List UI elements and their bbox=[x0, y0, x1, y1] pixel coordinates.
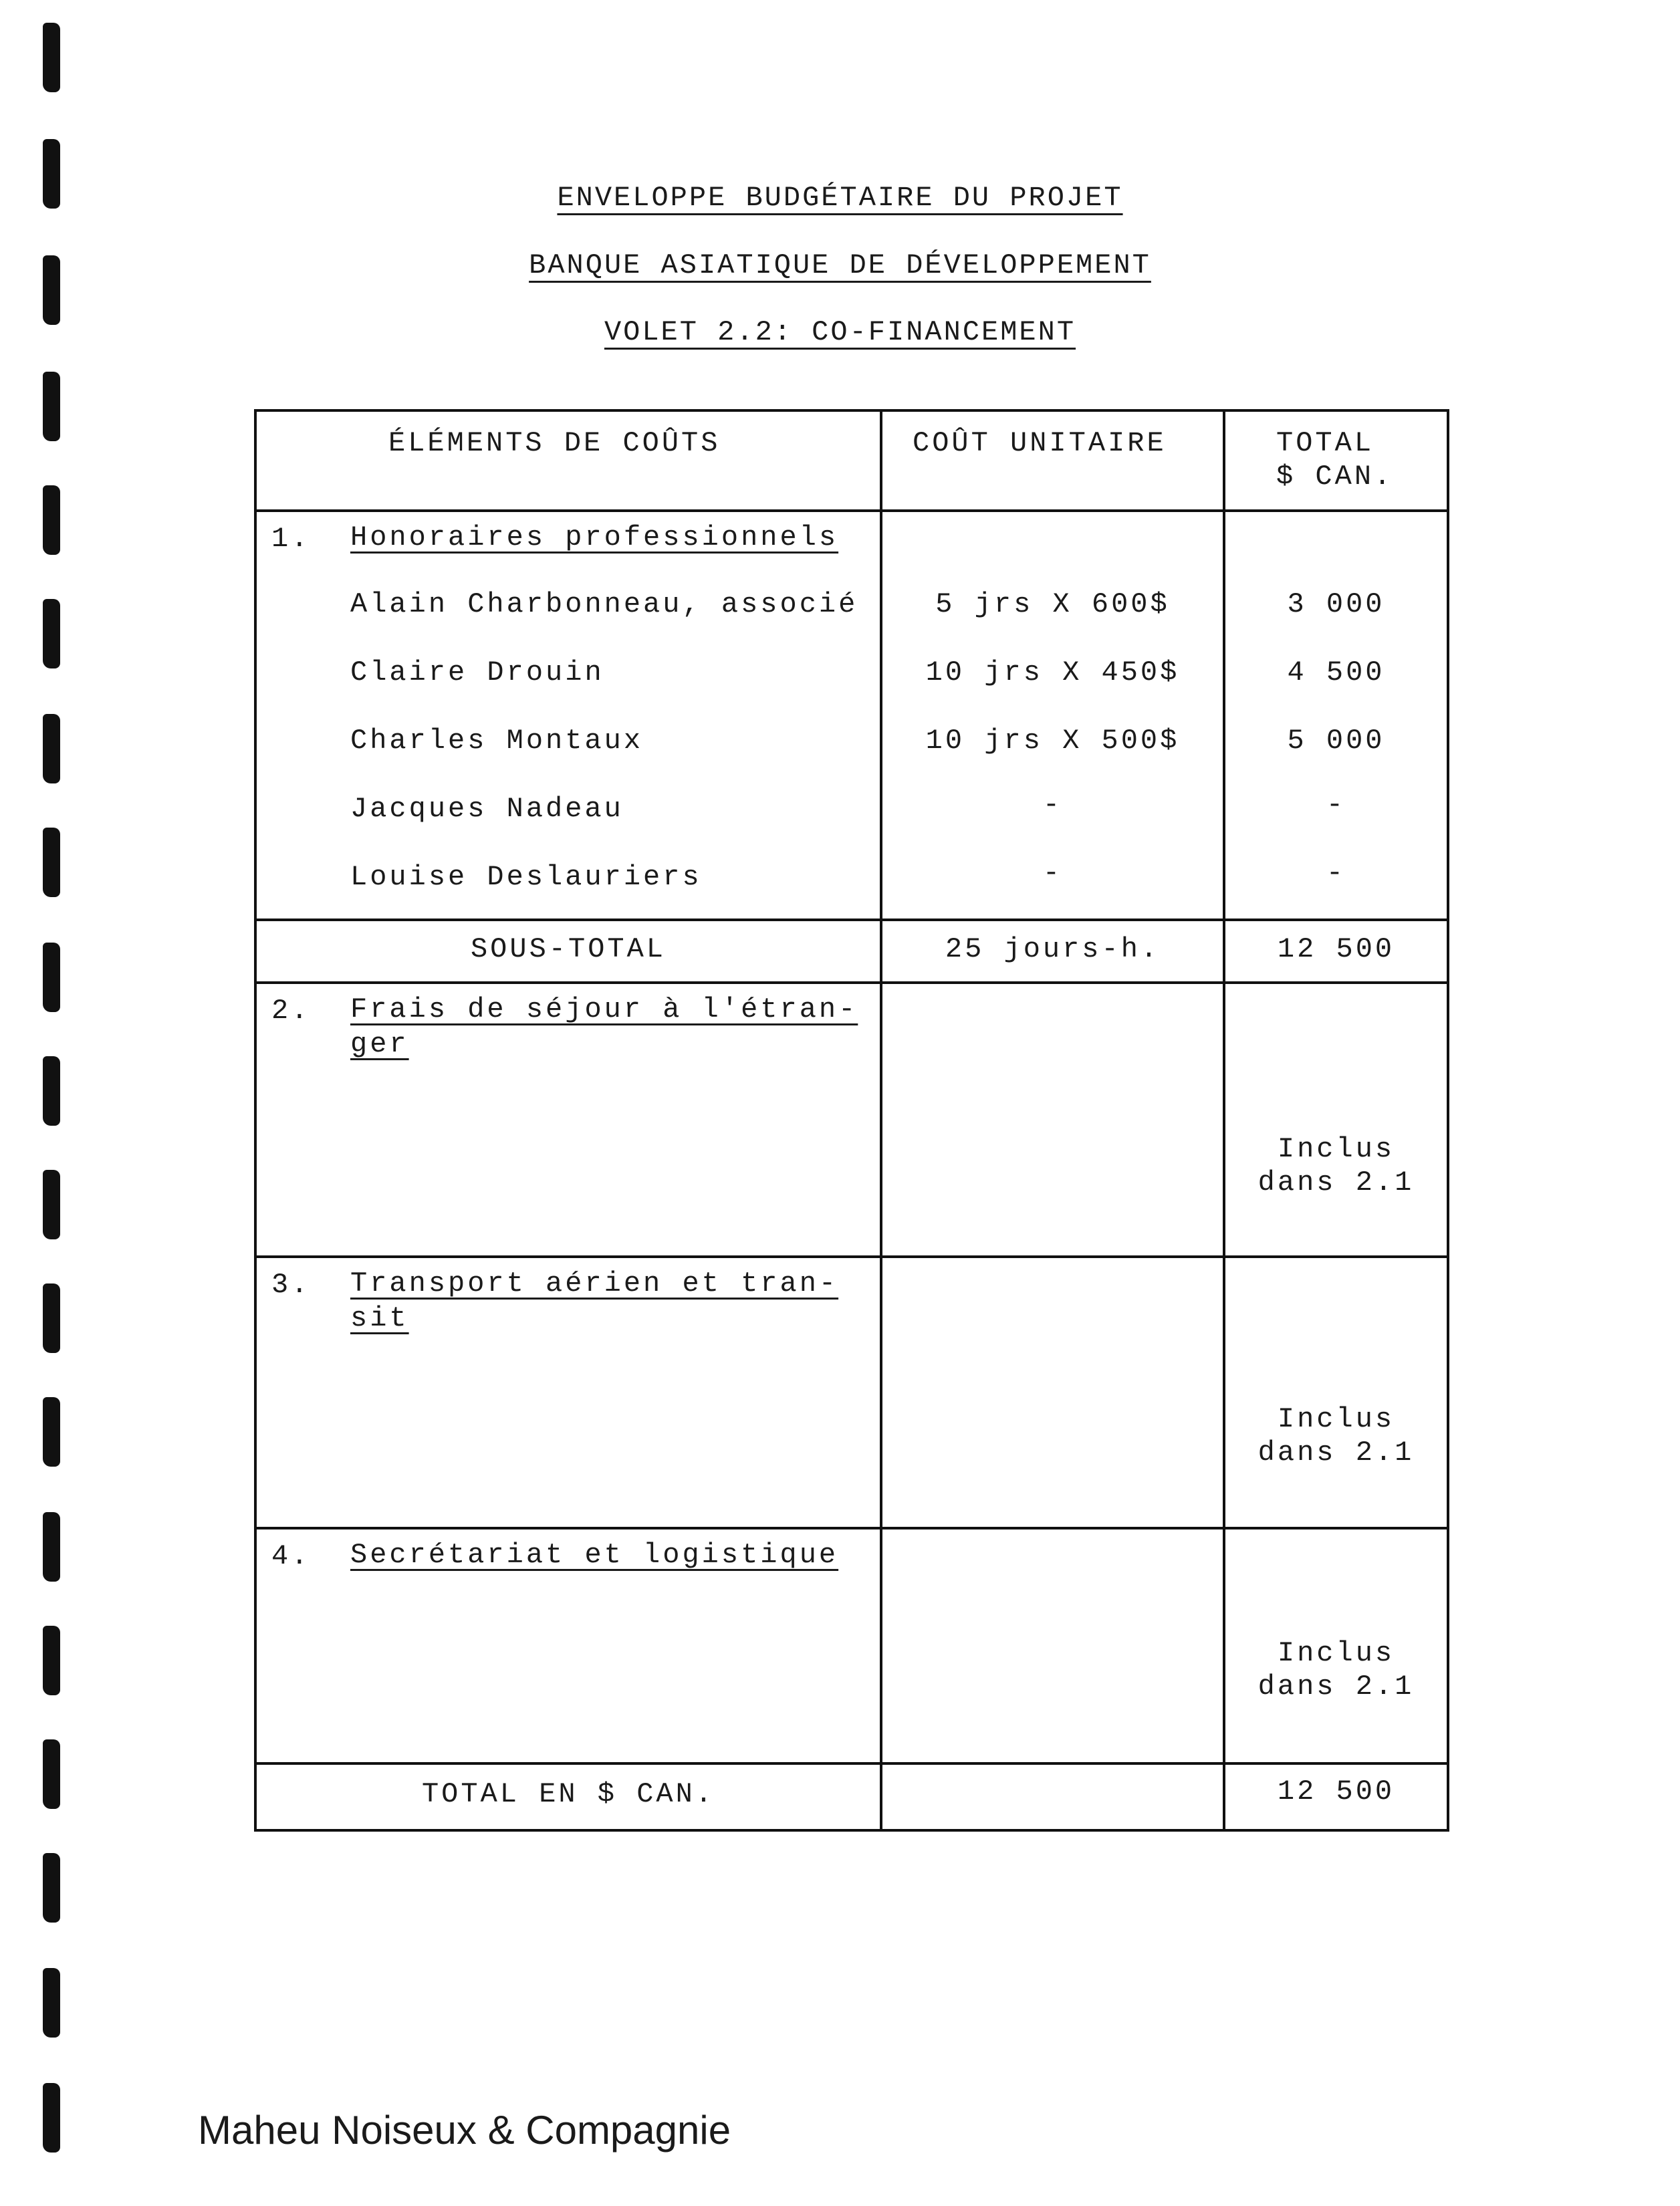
line-item-unit-cost: - bbox=[1042, 789, 1063, 821]
document-section-title: VOLET 2.2: CO-FINANCEMENT bbox=[604, 316, 1076, 348]
punch-hole bbox=[43, 2083, 60, 2153]
punch-hole bbox=[43, 1626, 60, 1695]
table-row-secretarial bbox=[257, 1529, 1447, 1765]
header-unit-cost: COÛT UNITAIRE bbox=[913, 427, 1167, 459]
line-item-name: Charles Montaux bbox=[350, 725, 644, 757]
line-item-unit-cost: 5 jrs X 600$ bbox=[935, 588, 1170, 620]
line-item-total: 4 500 bbox=[1287, 656, 1385, 689]
grand-total-label: TOTAL EN $ CAN. bbox=[421, 1778, 715, 1810]
punch-hole bbox=[43, 1853, 60, 1923]
punch-hole bbox=[43, 1283, 60, 1353]
line-item-total: 5 000 bbox=[1287, 725, 1385, 757]
header-total: TOTAL $ CAN. bbox=[1276, 427, 1394, 493]
subtotal-total: 12 500 bbox=[1277, 933, 1395, 965]
line-item-name: Claire Drouin bbox=[350, 656, 604, 689]
section-title-line2: ger bbox=[350, 1028, 409, 1060]
punch-hole bbox=[43, 1512, 60, 1582]
section-number: 2. bbox=[271, 995, 311, 1027]
section-total: Inclus dans 2.1 bbox=[1257, 1637, 1415, 1703]
punch-hole bbox=[43, 1968, 60, 2038]
table-row-grand-total bbox=[257, 1765, 1447, 1829]
section-number: 4. bbox=[271, 1540, 311, 1572]
punch-hole bbox=[43, 943, 60, 1012]
section-title-line1: Frais de séjour à l'étran- bbox=[350, 993, 858, 1025]
punch-hole bbox=[43, 599, 60, 668]
section-title: Secrétariat et logistique bbox=[350, 1539, 839, 1571]
section-title-line1: Transport aérien et tran- bbox=[350, 1267, 839, 1300]
punch-hole bbox=[43, 714, 60, 783]
grand-total-value: 12 500 bbox=[1277, 1775, 1395, 1808]
document-subtitle: BANQUE ASIATIQUE DE DÉVELOPPEMENT bbox=[529, 249, 1151, 281]
subtotal-unit: 25 jours-h. bbox=[945, 933, 1161, 965]
punch-hole bbox=[43, 485, 60, 555]
line-item-name: Jacques Nadeau bbox=[350, 793, 624, 825]
header-cost-elements: ÉLÉMENTS DE COÛTS bbox=[388, 427, 721, 459]
punch-hole bbox=[43, 828, 60, 897]
section-title-line2: sit bbox=[350, 1302, 409, 1334]
table-row-air-transport bbox=[257, 1258, 1447, 1529]
document-title: ENVELOPPE BUDGÉTAIRE DU PROJET bbox=[557, 182, 1123, 214]
section-total: Inclus dans 2.1 bbox=[1257, 1403, 1415, 1469]
line-item-total: - bbox=[1326, 857, 1346, 889]
punch-hole bbox=[43, 23, 60, 92]
section-number: 3. bbox=[271, 1269, 311, 1301]
section-number: 1. bbox=[271, 523, 311, 555]
table-row-subtotal bbox=[257, 921, 1447, 984]
line-item-unit-cost: 10 jrs X 500$ bbox=[925, 725, 1180, 757]
table-row-living-expenses bbox=[257, 984, 1447, 1258]
table-row-professional-fees bbox=[257, 512, 1447, 921]
punch-hole bbox=[43, 1739, 60, 1809]
punch-hole bbox=[43, 372, 60, 441]
section-title: Honoraires professionnels bbox=[350, 521, 839, 554]
line-item-unit-cost: 10 jrs X 450$ bbox=[925, 656, 1180, 689]
firm-name-footer: Maheu Noiseux & Compagnie bbox=[198, 2108, 731, 2153]
line-item-name: Louise Deslauriers bbox=[350, 861, 702, 893]
table-header-row bbox=[257, 412, 1447, 512]
line-item-total: 3 000 bbox=[1287, 588, 1385, 620]
punch-hole bbox=[43, 1170, 60, 1239]
subtotal-label: SOUS-TOTAL bbox=[470, 933, 667, 965]
punch-hole bbox=[43, 1056, 60, 1126]
line-item-total: - bbox=[1326, 789, 1346, 821]
budget-table bbox=[254, 409, 1449, 1832]
line-item-name: Alain Charbonneau, associé bbox=[350, 588, 858, 620]
punch-hole bbox=[43, 1397, 60, 1467]
line-item-unit-cost: - bbox=[1042, 857, 1063, 889]
section-total: Inclus dans 2.1 bbox=[1257, 1133, 1415, 1199]
